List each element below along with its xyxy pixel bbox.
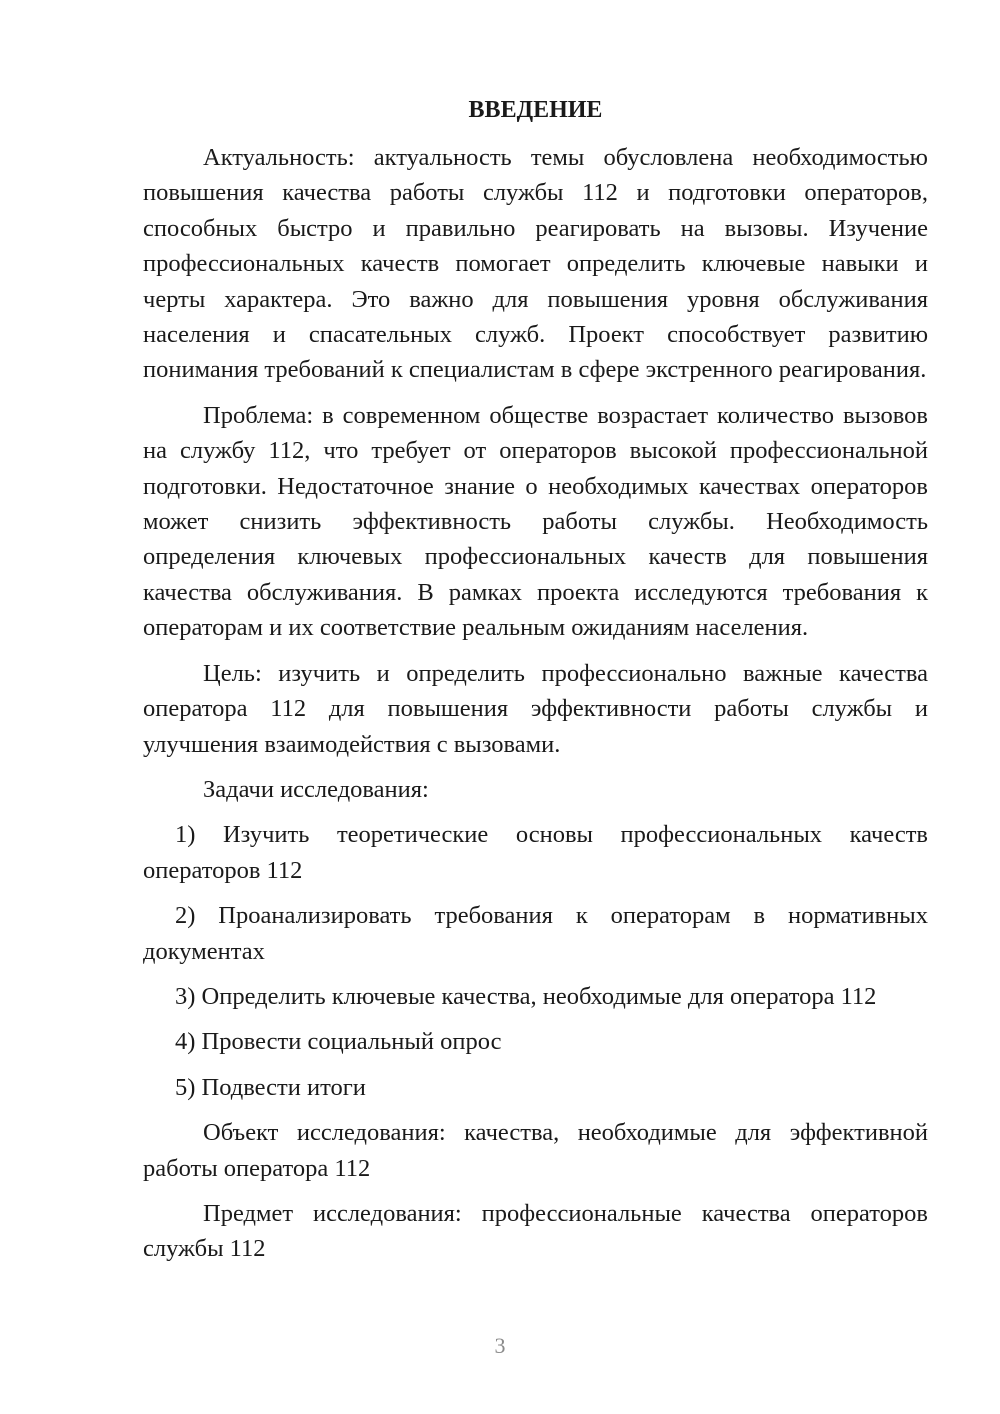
- paragraph-object: Объект исследования: качества, необходимые для эффективной работы оператора 112: [143, 1119, 928, 1182]
- tasks-heading: Задачи исследования:: [203, 775, 429, 803]
- page-content: [143, 94, 928, 1277]
- paragraph-relevance: Актуальность: актуальность темы обусловлена необходимостью повышения качества работы службы 112 и подготовки операторов, способных быстро и правильно реагировать на вызовы. Изучение профессиональных качеств помогает определить ключевые навыки и черты характера. Это важно для повышения уровня обслуживания населения и спасательных служб. Проект способствует развитию понимания требований к специалистам в сфере экстренного реагирования.: [143, 144, 928, 384]
- paragraph-subject: Предмет исследования: профессиональные качества операторов службы 112: [143, 1199, 928, 1263]
- paragraph-problem: Проблема: в современном обществе возрастает количество вызовов на службу 112, что требует от операторов высокой профессиональной подготовки. Недостаточное знание о необходимых качествах операторов может снизить эффективность работы службы. Необходимость определения ключевых профессиональных качеств для повышения качества обслуживания. В рамках проекта исследуются требования к операторам и их соответствие реальным ожиданиям населения.: [143, 401, 928, 642]
- task-item-3: 3) Определить ключевые качества, необходимые для оператора 112: [175, 982, 877, 1010]
- task-item-5: 5) Подвести итоги: [175, 1073, 366, 1101]
- task-item-1: 1) Изучить теоретические основы профессиональных качеств операторов 112: [143, 821, 928, 884]
- task-item-2: 2) Проанализировать требования к операторам в нормативных документах: [143, 902, 928, 965]
- section-title: ВВЕДЕНИЕ: [468, 97, 603, 123]
- page-number: 3: [494, 1333, 506, 1358]
- paragraph-goal: Цель: изучить и определить профессионально важные качества оператора 112 для повышения эффективности работы службы и улучшения взаимодействия с вызовами.: [143, 659, 928, 758]
- task-item-4: 4) Провести социальный опрос: [175, 1028, 502, 1056]
